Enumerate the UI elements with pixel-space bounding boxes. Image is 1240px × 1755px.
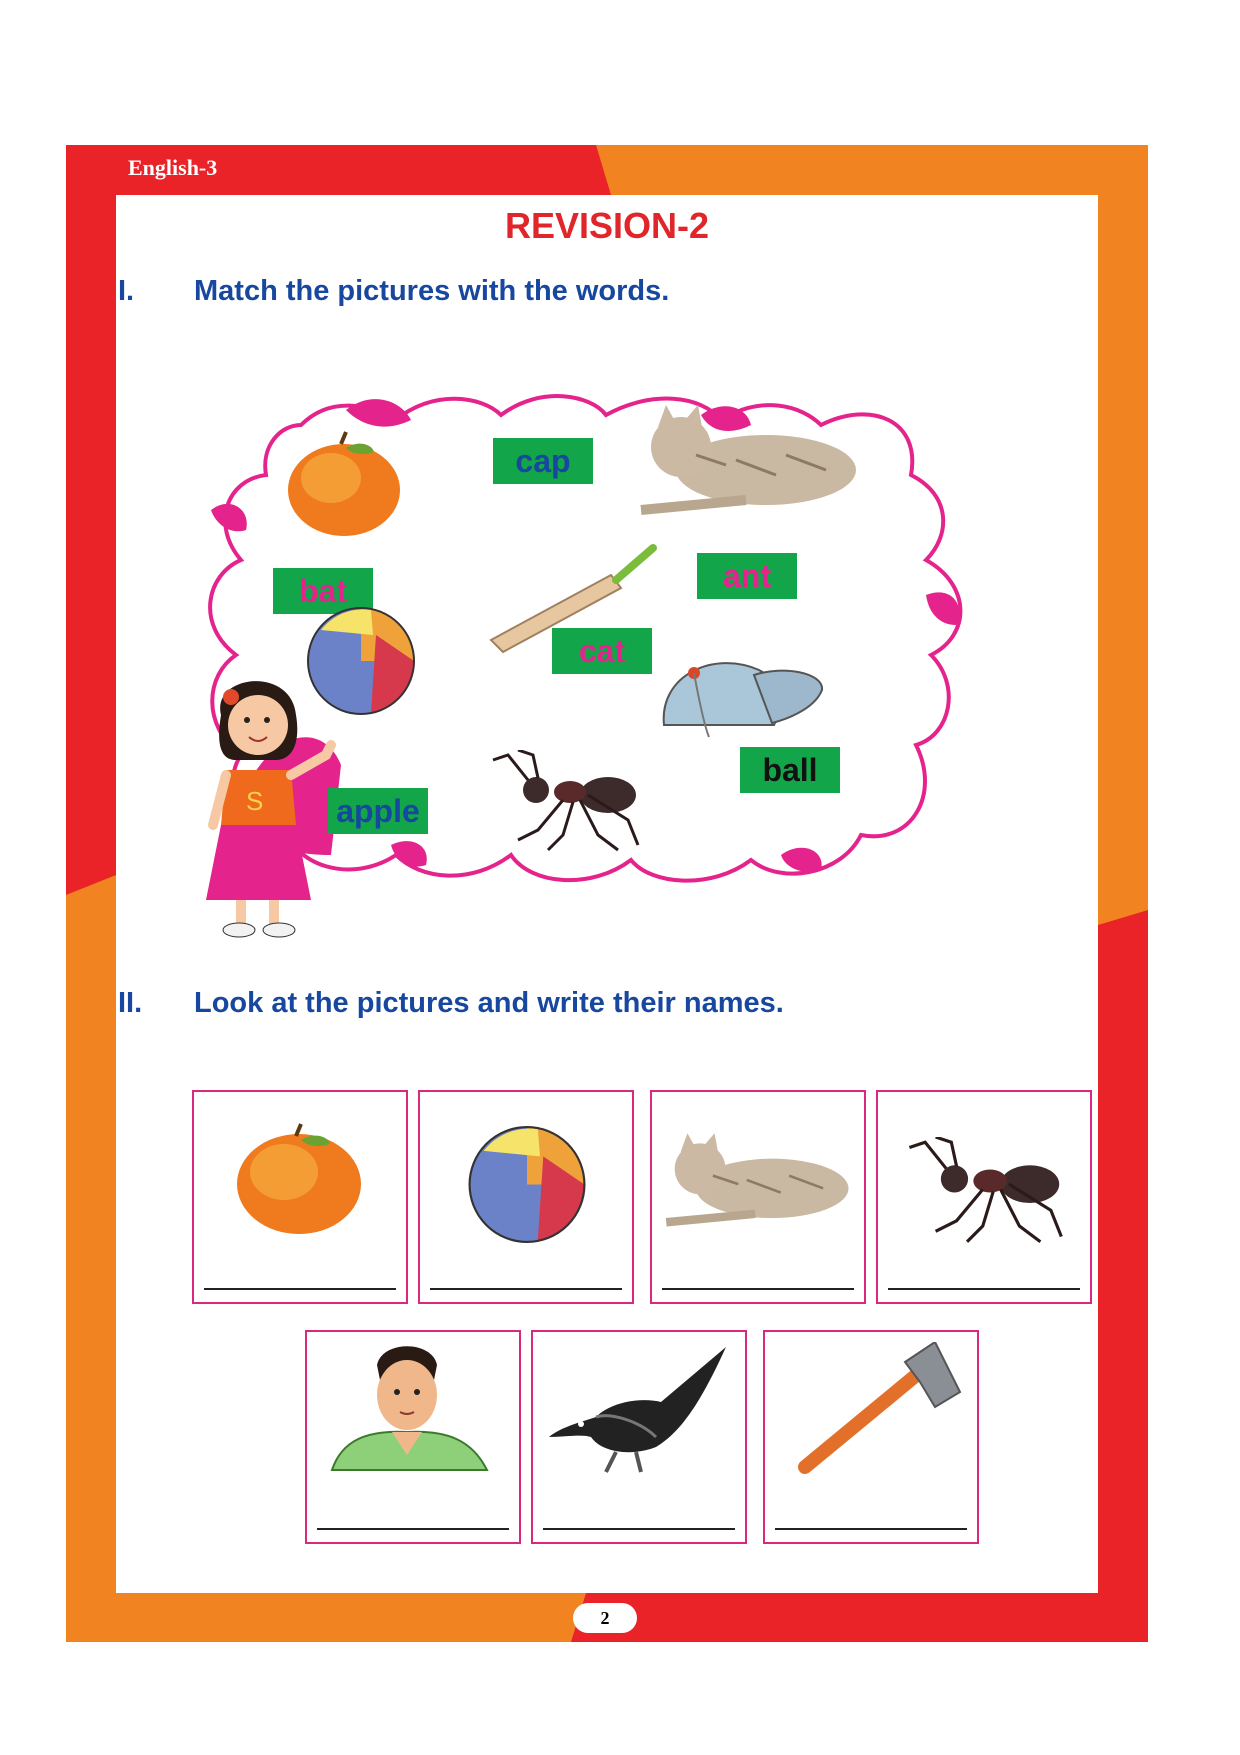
answer-line[interactable] xyxy=(888,1288,1080,1290)
apple-icon[interactable] xyxy=(276,430,416,540)
section2-number: II. xyxy=(118,987,143,1019)
page-title: REVISION-2 xyxy=(504,205,710,246)
crow-icon xyxy=(541,1342,741,1477)
cat-icon xyxy=(662,1132,857,1232)
bat-icon[interactable] xyxy=(481,540,661,655)
ant-icon[interactable] xyxy=(488,750,648,855)
section1-number: I. xyxy=(118,275,135,307)
word-cap[interactable]: cap xyxy=(493,438,593,484)
answer-box-boy xyxy=(305,1330,521,1544)
answer-line[interactable] xyxy=(204,1288,396,1290)
word-ball[interactable]: ball xyxy=(740,747,840,793)
page-frame xyxy=(66,145,1148,1642)
answer-line[interactable] xyxy=(775,1528,967,1530)
svg-text:S: S xyxy=(246,786,264,816)
answer-box-ant xyxy=(876,1090,1092,1304)
boy-icon xyxy=(322,1340,502,1475)
section1-instruction: Match the pictures with the words. xyxy=(194,275,670,307)
answer-box-crow xyxy=(531,1330,747,1544)
ball-icon xyxy=(462,1122,592,1247)
apple-icon xyxy=(224,1122,374,1237)
answer-box-axe xyxy=(763,1330,979,1544)
answer-line[interactable] xyxy=(662,1288,854,1290)
answer-box-cat xyxy=(650,1090,866,1304)
cat-icon[interactable] xyxy=(636,405,866,520)
word-bat[interactable]: bat xyxy=(273,568,373,614)
answer-line[interactable] xyxy=(430,1288,622,1290)
ant-icon xyxy=(903,1137,1073,1247)
section2-instruction: Look at the pictures and write their names. xyxy=(194,987,784,1019)
answer-box-ball xyxy=(418,1090,634,1304)
worksheet xyxy=(116,195,1098,1593)
word-ant[interactable]: ant xyxy=(697,553,797,599)
answer-box-apple xyxy=(192,1090,408,1304)
answer-line[interactable] xyxy=(543,1528,735,1530)
answer-line[interactable] xyxy=(317,1528,509,1530)
axe-icon xyxy=(785,1342,965,1477)
girl-icon xyxy=(201,675,336,945)
word-cat[interactable]: cat xyxy=(552,628,652,674)
book-label: English-3 xyxy=(128,155,218,180)
page-number: 2 xyxy=(573,1603,637,1633)
cap-icon[interactable] xyxy=(654,645,829,755)
word-apple[interactable]: apple xyxy=(328,788,428,834)
